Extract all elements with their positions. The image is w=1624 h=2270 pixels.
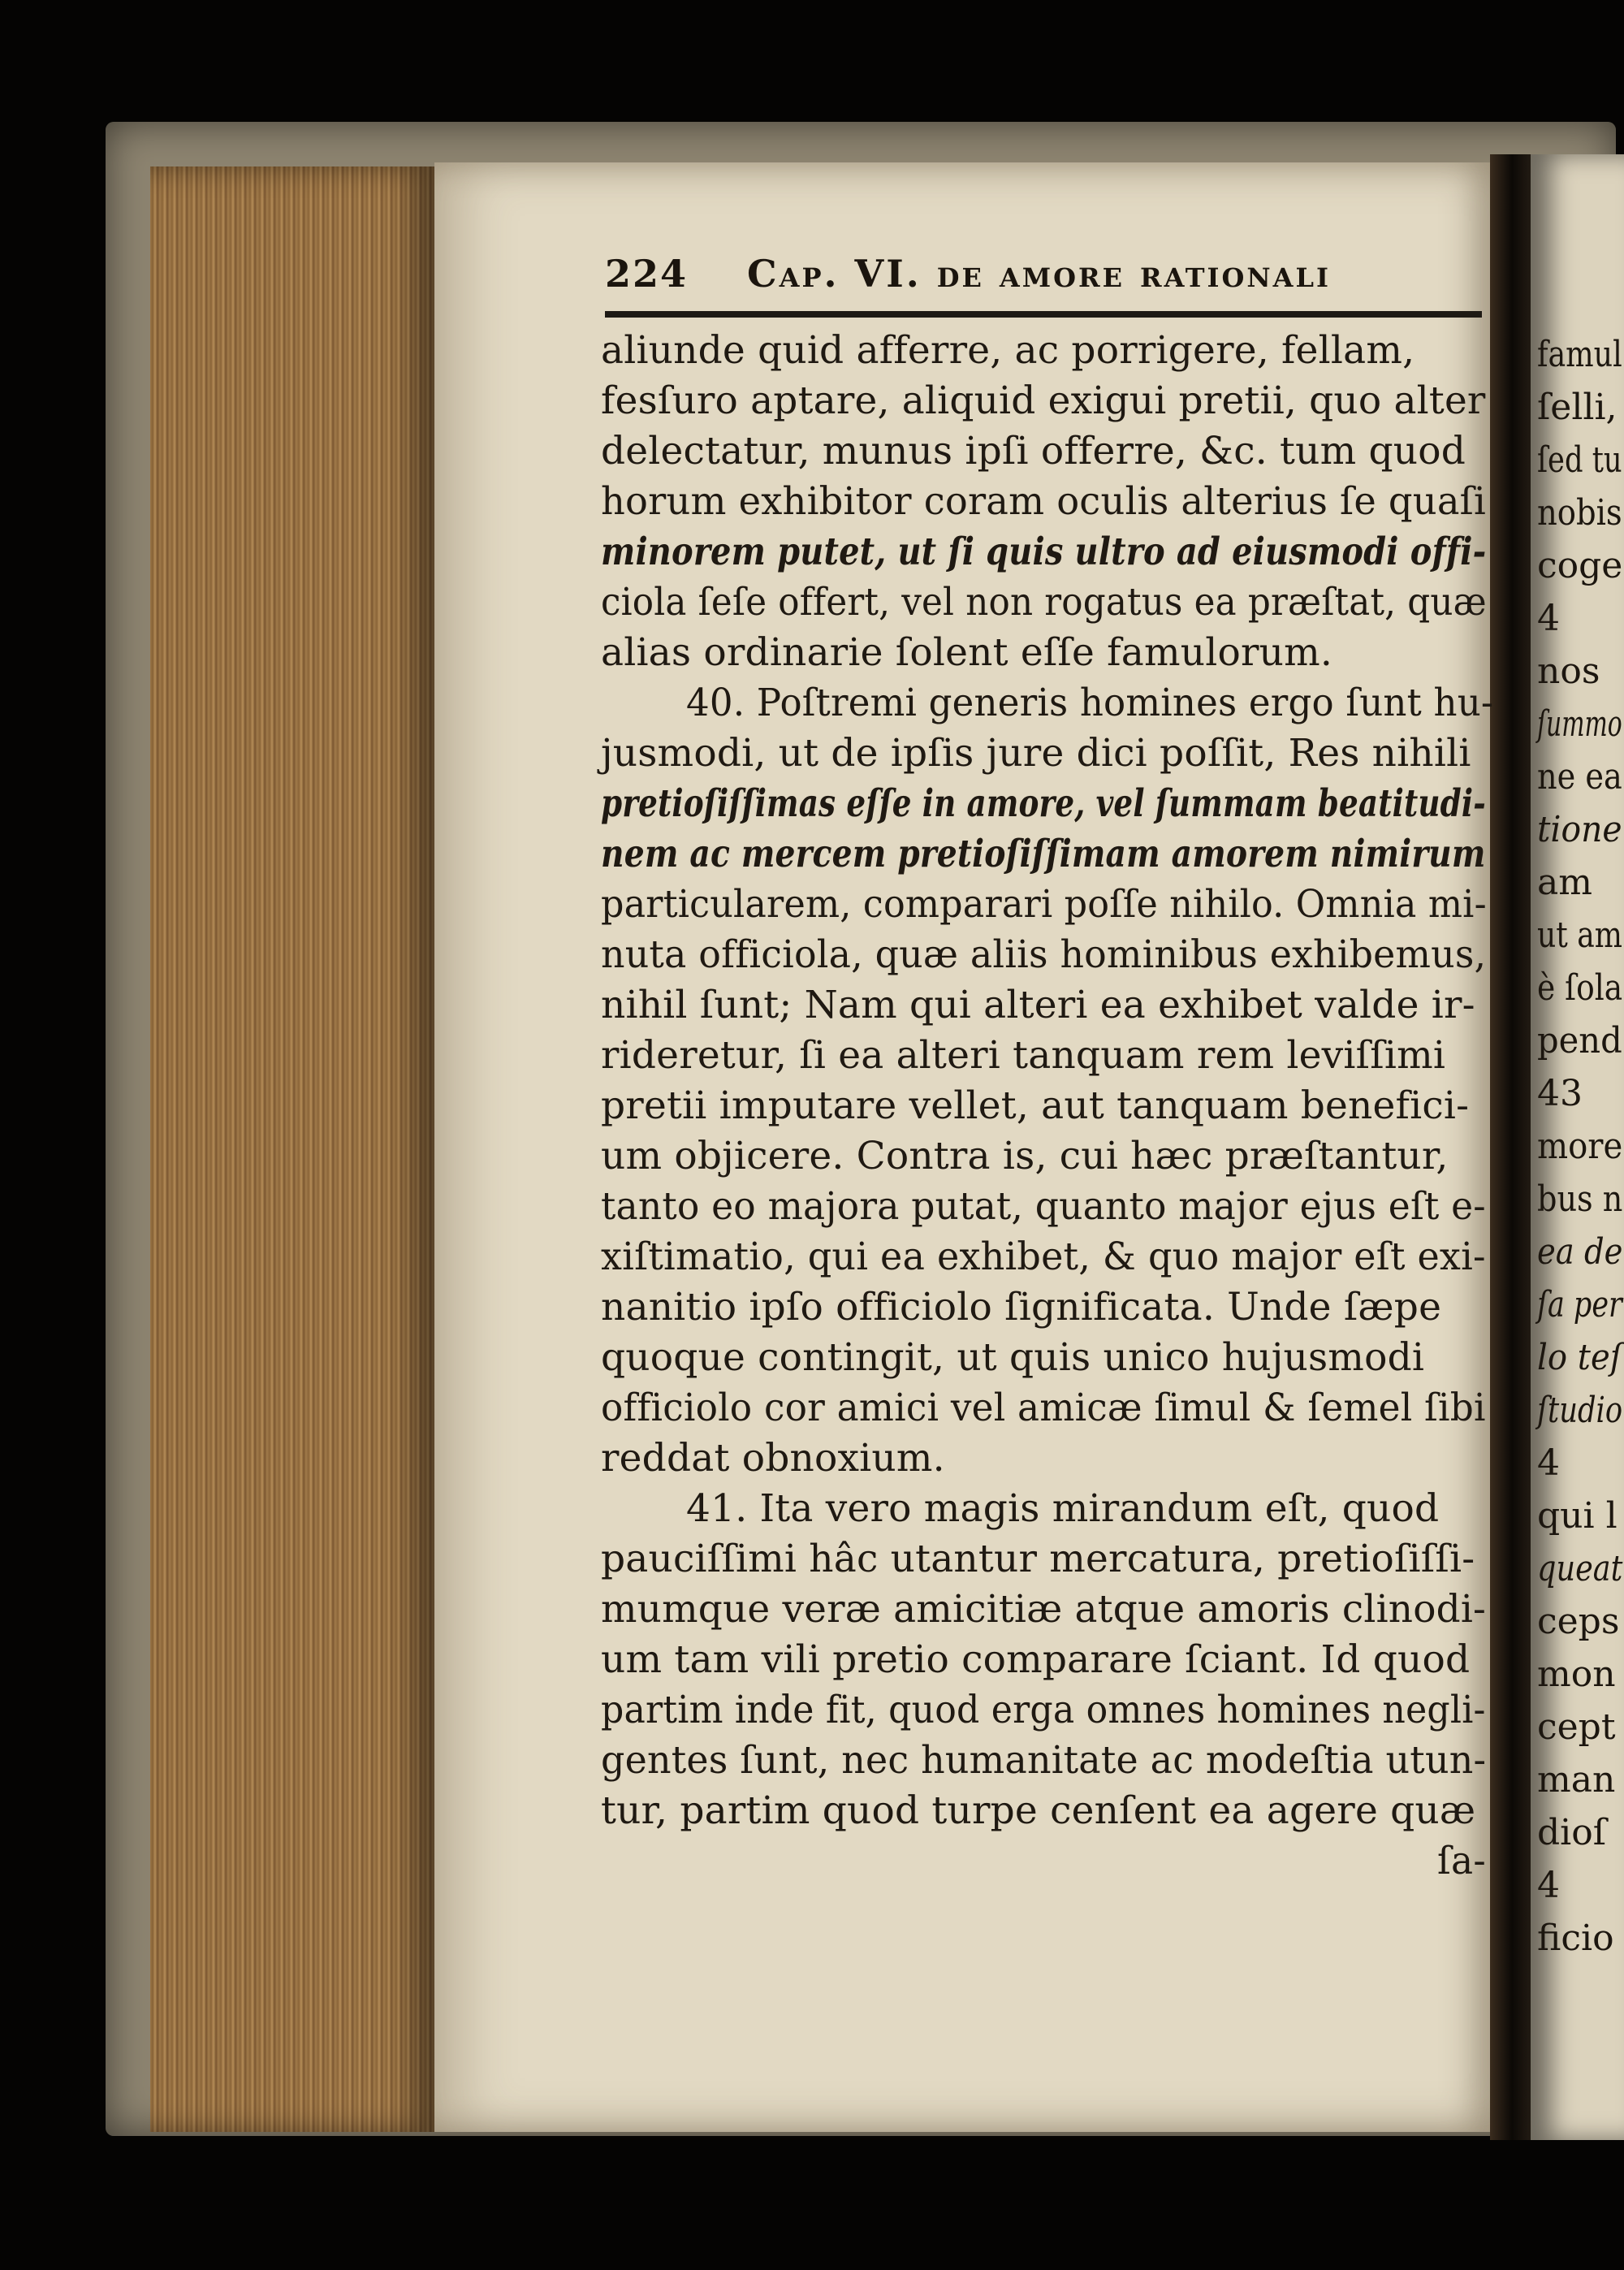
facing-page-line: ſa per — [1537, 1284, 1622, 1325]
text-line: pretioſiſſimas eſſe in amore, vel ſummam beatitudi- — [601, 781, 1486, 826]
facing-page-line: ſummo — [1537, 703, 1622, 745]
text-line: nem ac mercem pretioſiſſimam amorem nimirum — [601, 832, 1486, 876]
facing-page-line: 4 — [1537, 598, 1560, 639]
facing-page-line: 4 — [1537, 1865, 1560, 1906]
facing-page-line: ſtudio — [1537, 1390, 1623, 1431]
facing-page-line: ſed tu — [1537, 439, 1622, 481]
text-line: nanitio ipſo officiolo ſignificata. Unde ſæpe — [601, 1285, 1442, 1330]
facing-page-line: queat — [1537, 1548, 1623, 1589]
text-line: minorem putet, ut ſi quis ultro ad eiusmodi offi- — [601, 530, 1487, 574]
text-line: tanto eo majora putat, quanto major ejus eſt e- — [601, 1184, 1486, 1229]
text-line: tur, partim quod turpe cenſent ea agere quæ — [601, 1788, 1476, 1833]
facing-page-line: man — [1537, 1759, 1616, 1801]
facing-page-line: nos — [1537, 651, 1600, 692]
text-line: nihil ſunt; Nam qui alteri ea exhibet valde ir- — [601, 983, 1475, 1027]
facing-page-line: lo teſ — [1537, 1337, 1622, 1378]
text-line: officiolo cor amici vel amicæ ſimul & ſemel ſibi — [601, 1386, 1486, 1430]
text-line: partim inde fit, quod erga omnes homines negli- — [601, 1688, 1486, 1732]
facing-page-line: bus n — [1537, 1178, 1623, 1220]
catchword: ſa- — [1437, 1839, 1486, 1883]
text-line: nuta officiola, quæ aliis hominibus exhibemus, — [601, 932, 1487, 977]
facing-page-line: mon — [1537, 1654, 1616, 1695]
page-number: 224 — [605, 252, 689, 296]
text-line: aliunde quid afferre, ac porrigere, fellam, — [601, 328, 1415, 373]
text-line: 40. Poſtremi generis homines ergo ſunt hu- — [686, 681, 1494, 725]
text-line: rideretur, ſi ea alteri tanquam rem leviſſimi — [601, 1033, 1446, 1078]
facing-page-line: ne ea — [1537, 756, 1622, 798]
facing-page-line: nobis — [1537, 492, 1622, 534]
text-line: delectatur, munus ipſi offerre, &c. tum quod — [601, 429, 1466, 473]
text-line: gentes ſunt, nec humanitate ac modeſtia utun- — [601, 1738, 1487, 1783]
text-line: um objicere. Contra is, cui hæc præſtantur, — [601, 1134, 1449, 1178]
text-line: um tam vili pretio comparare ſciant. Id quod — [601, 1637, 1471, 1682]
facing-page-line: ut am — [1537, 914, 1622, 956]
page-edges — [150, 166, 434, 2132]
facing-page-line: ceps — [1537, 1601, 1620, 1642]
facing-page-line: tione — [1537, 809, 1622, 850]
facing-page-line: ſelli, — [1537, 387, 1618, 428]
facing-page — [1531, 154, 1624, 2140]
facing-page-line: famul — [1537, 334, 1622, 375]
facing-page-line: qui l — [1537, 1495, 1618, 1537]
facing-page-line: coge — [1537, 545, 1623, 586]
running-header — [605, 252, 1482, 304]
facing-page-line: è ſola — [1537, 967, 1623, 1009]
text-line: xiſtimatio, qui ea exhibet, & quo major eſt exi- — [601, 1234, 1486, 1279]
facing-page-line: dioſ — [1537, 1812, 1607, 1853]
text-line: fesſuro aptare, aliquid exigui pretii, quo alter — [601, 378, 1486, 423]
running-title: Cap. VI. de amore rationali — [747, 252, 1331, 296]
text-line: jusmodi, ut de ipſis jure dici poſſit, Res nihili — [601, 731, 1471, 776]
text-line: mumque veræ amicitiæ atque amoris clinodi- — [601, 1587, 1487, 1632]
facing-page-line: ea de — [1537, 1231, 1623, 1273]
text-line: reddat obnoxium. — [601, 1436, 945, 1481]
text-line: horum exhibitor coram oculis alterius ſe quaſi — [601, 479, 1487, 524]
facing-page-line: more — [1537, 1126, 1623, 1167]
text-line: particularem, comparari poſſe nihilo. Omnia mi- — [601, 882, 1487, 927]
text-line: pretii imputare vellet, aut tanquam benefici- — [601, 1083, 1470, 1128]
text-line: ciola ſeſe offert, vel non rogatus ea præſtat, quæ — [601, 580, 1487, 625]
facing-page-line: am — [1537, 862, 1592, 903]
text-line: 41. Ita vero magis mirandum eſt, quod — [686, 1486, 1440, 1531]
facing-page-line: 4 — [1537, 1442, 1560, 1484]
facing-page-line: cept — [1537, 1706, 1616, 1748]
header-rule — [605, 311, 1482, 318]
facing-page-line: ficio — [1537, 1918, 1614, 1959]
text-line: alias ordinarie ſolent eſſe famulorum. — [601, 630, 1333, 675]
facing-page-line: 43 — [1537, 1073, 1583, 1114]
text-line: pauciſſimi hâc utantur mercatura, pretioſiſſi- — [601, 1537, 1475, 1581]
facing-page-line: pend — [1537, 1020, 1622, 1061]
text-line: quoque contingit, ut quis unico hujusmodi — [601, 1335, 1425, 1380]
